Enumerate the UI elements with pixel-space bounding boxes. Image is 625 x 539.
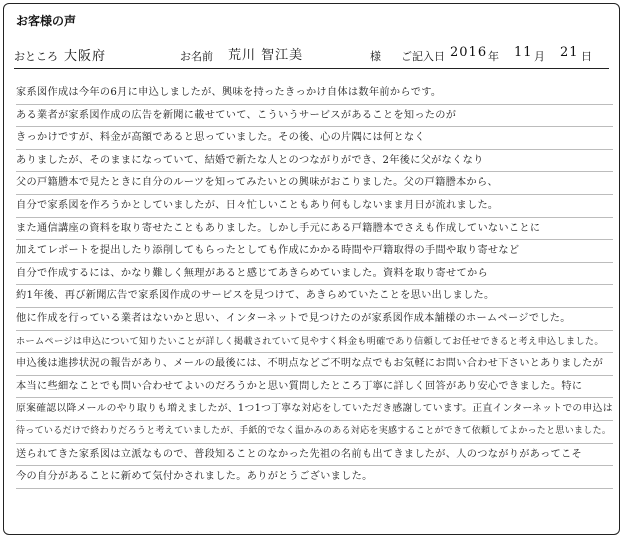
date-month-unit: 月: [534, 50, 545, 63]
body-line: 約1年後、再び新聞広告で家系図作成のサービスを見つけて、あきらめていたことを思い出しました。: [16, 285, 613, 308]
body-line: 加えてレポートを提出したり添削してもらったとしても作成にかかる時間や戸籍取得の手間や取り寄せなど: [16, 240, 613, 263]
page-title: お客様の声: [16, 14, 77, 28]
body-line: 申込後は進捗状況の報告があり、メールの最後には、不明点などご不明な点でもお気軽にお問い合わせ下さいとありましたが: [16, 353, 613, 376]
body-line: 今の自分があることに新めて気付かされました。ありがとうございました。: [16, 466, 613, 489]
address-value: 大阪府: [64, 49, 107, 64]
body-line: きっかけですが、料金が高額であると思っていました。その後、心の片隅には何となく: [16, 127, 613, 150]
body-line: ある業者が家系図作成の広告を新聞に載せていて、こういうサービスがあることを知ったのが: [16, 105, 613, 128]
header-divider: [14, 68, 609, 69]
date-month: 11: [514, 45, 533, 60]
body-line: 父の戸籍謄本で見たときに自分のルーツを知ってみたいとの興味がおこりました。父の戸籍謄本から、: [16, 172, 613, 195]
date-label: ご記入日: [401, 50, 445, 63]
body-line: 送られてきた家系図は立派なもので、普段知ることのなかった先祖の名前も出てきましたが、人のつながりがあってこそ: [16, 444, 613, 467]
body-line: 他に作成を行っている業者はないかと思い、インターネットで見つけたのが家系図作成本舗様のホームページでした。: [16, 308, 613, 331]
handwritten-body: [16, 82, 613, 489]
name-label: お名前: [180, 50, 213, 63]
body-line: ホームページは申込について知りたいことが詳しく掲載されていて見やすく料金も明確であり信頼してお任せできると考え申込しました。: [16, 331, 613, 354]
date-year-unit: 年: [488, 50, 499, 63]
name-value: 荒川 智江美: [228, 48, 304, 63]
body-line: 本当に些細なことでも問い合わせてよいのだろうかと思い質問したところ丁寧に詳しく回答があり安心できました。特に: [16, 376, 613, 399]
body-line: ありましたが、そのままになっていて、結婚で新たな人とのつながりができ、2年後に父がなくなり: [16, 150, 613, 173]
body-line: また通信講座の資料を取り寄せたこともありました。しかし手元にある戸籍謄本でさえも作成していないことに: [16, 218, 613, 241]
date-day-unit: 日: [581, 50, 592, 63]
body-line: 自分で家系図を作ろうかとしていましたが、日々忙しいこともあり何もしないまま月日が流れました。: [16, 195, 613, 218]
date-year: 2016: [450, 45, 488, 60]
body-line: 待っているだけで終わりだろうと考えていましたが、手紙的でなく温かみのある対応を実感することができて依頼してよかったと思いました。: [16, 421, 613, 444]
body-line: 原案確認以降メールのやり取りも増えましたが、1つ1つ丁寧な対応をしていただき感謝しています。正直インターネットでの申込は: [16, 398, 613, 421]
body-line: 自分で作成するには、かなり難しく無理があると感じてあきらめていました。資料を取り寄せてから: [16, 263, 613, 286]
address-label: おところ: [14, 50, 58, 63]
date-day: 21: [560, 45, 579, 60]
honorific: 様: [370, 50, 381, 63]
testimonial-card: [3, 3, 620, 535]
body-line: 家系図作成は今年の6月に申込しましたが、興味を持ったきっかけ自体は数年前からです。: [16, 82, 613, 105]
